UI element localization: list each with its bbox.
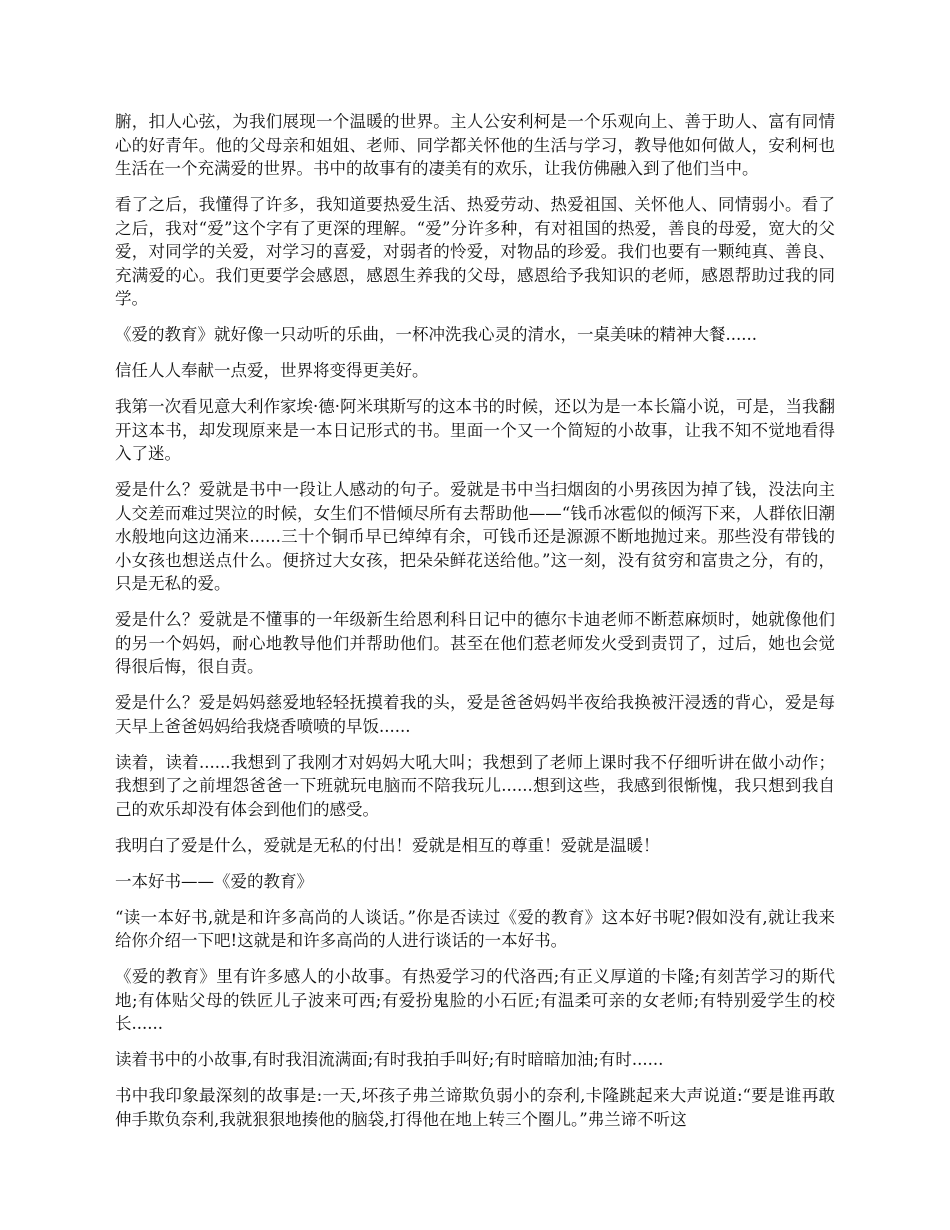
paragraph-6: 爱是什么？爱就是书中一段让人感动的句子。爱就是书中当扫烟囱的小男孩因为掉了钱，没法向主人交差而难过哭泣的时候，女生们不惜倾尽所有去帮助他——“钱币冰雹似的倾泻下来，人群依旧潮水般地向这边涌来......三十个铜币早已绰绰有余，可钱币还是源源不断地抛过来。那些没有带钱的小女孩也想送点什么。便挤过大女孩，把朵朵鲜花送给他。”这一刻，没有贫穷和富贵之分，有的，只是无私的爱。 (115, 480, 835, 593)
paragraph-15: 书中我印象最深刻的故事是:一天,坏孩子弗兰谛欺负弱小的奈利,卡隆跳起来大声说道:“要是谁再敢伸手欺负奈利,我就狠狠地揍他的脑袋,打得他在地上转三个圈儿。”弗兰谛不听这 (115, 1086, 835, 1129)
paragraph-5: 我第一次看见意大利作家埃·德·阿米琪斯写的这本书的时候，还以为是一本长篇小说，可是，当我翻开这本书，却发现原来是一本日记形式的书。里面一个又一个简短的小故事，让我不知不觉地看得入了迷。 (115, 397, 835, 463)
paragraph-9: 读着，读着......我想到了我刚才对妈妈大吼大叫；我想到了老师上课时我不仔细听讲在做小动作；我想到了之前埋怨爸爸一下班就玩电脑而不陪我玩儿......想到这些，我感到很惭愧，我只想到我自己的欢乐却没有体会到他们的感受。 (115, 752, 835, 819)
paragraph-14: 读着书中的小故事,有时我泪流满面;有时我拍手叫好;有时暗暗加油;有时...... (115, 1050, 664, 1069)
paragraph-3: 《爱的教育》就好像一只动听的乐曲，一杯冲洗我心灵的清水，一桌美味的精神大餐...... (115, 325, 757, 344)
paragraph-4: 信任人人奉献一点爱，世界将变得更美好。 (115, 361, 429, 380)
paragraph-13: 《爱的教育》里有许多感人的小故事。有热爱学习的代洛西;有正义厚道的卡隆;有刻苦学习的斯代地;有体贴父母的铁匠儿子波来可西;有爱扮鬼脸的小石匠;有温柔可亲的女老师;有特别爱学生的校长...... (115, 967, 835, 1033)
document-body (115, 110, 835, 1144)
paragraph-10: 我明白了爱是什么，爱就是无私的付出！爱就是相互的尊重！爱就是温暖！ (115, 835, 660, 855)
paragraph-8: 爱是什么？爱是妈妈慈爱地轻轻抚摸着我的头，爱是爸爸妈妈半夜给我换被汗浸透的背心，爱是每天早上爸爸妈妈给我烧香喷喷的早饭...... (115, 693, 835, 736)
paragraph-12: “读一本好书,就是和许多高尚的人谈话。”你是否读过《爱的教育》这本好书呢?假如没有,就让我来给你介绍一下吧!这就是和许多高尚的人进行谈话的一本好书。 (115, 907, 835, 950)
section-heading: 一本好书——《爱的教育》 (115, 871, 313, 891)
paragraph-1: 腑，扣人心弦，为我们展现一个温暖的世界。主人公安利柯是一个乐观向上、善于助人、富有同情心的好青年。他的父母亲和姐姐、老师、同学都关怀他的生活与学习，教导他如何做人，安利柯也生活在一个充满爱的世界。书中的故事有的凄美有的欢乐，让我仿佛融入到了他们当中。 (115, 112, 835, 178)
paragraph-2: 看了之后，我懂得了许多，我知道要热爱生活、热爱劳动、热爱祖国、关怀他人、同情弱小。看了之后，我对“爱”这个字有了更深的理解。“爱”分许多种，有对祖国的热爱，善良的母爱，宽大的父爱，对同学的关爱，对学习的喜爱，对弱者的怜爱，对物品的珍爱。我们也要有一颗纯真、善良、充满爱的心。我们更要学会感恩，感恩生养我的父母，感恩给予我知识的老师，感恩帮助过我的同学。 (115, 195, 835, 308)
paragraph-7: 爱是什么？爱就是不懂事的一年级新生给恩利科日记中的德尔卡迪老师不断惹麻烦时，她就像他们的另一个妈妈，耐心地教导他们并帮助他们。甚至在他们惹老师发火受到责罚了，过后，她也会觉得很后悔，很自责。 (115, 610, 835, 676)
